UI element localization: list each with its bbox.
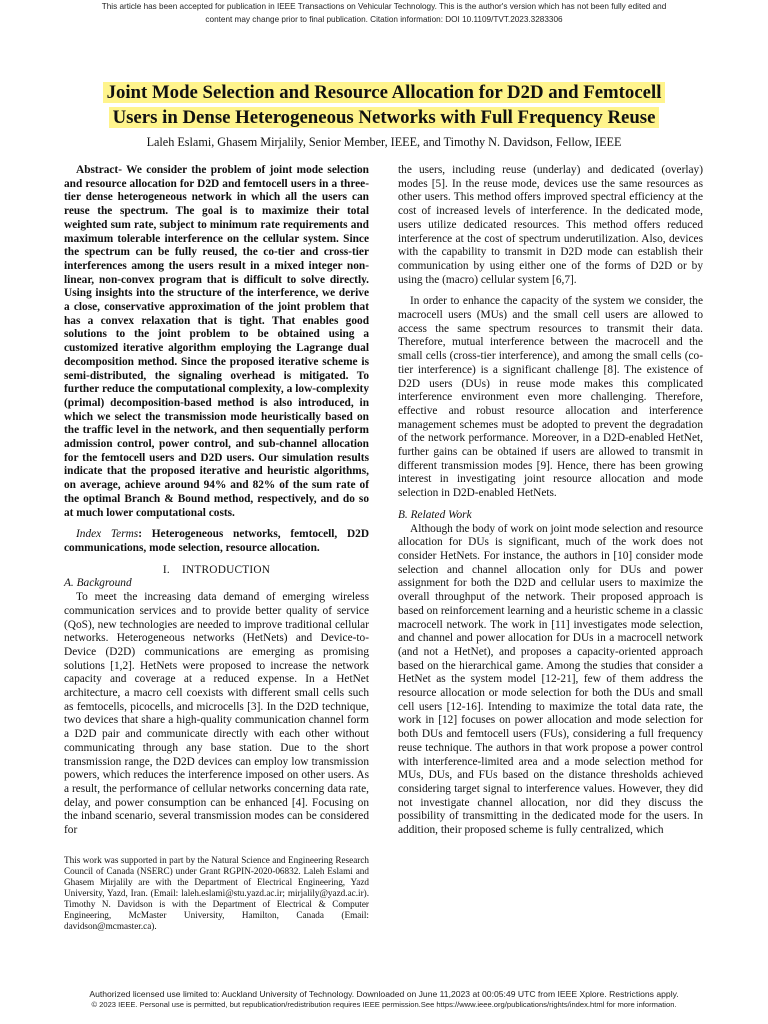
index-terms: [64, 528, 369, 555]
index-terms-label: Index Terms: [76, 528, 139, 541]
paragraph-interference: In order to enhance the capacity of the system we consider, the macrocell users (MUs) and the small cell users are allowed to access the same spectrum resources to transmit their data. Therefore, mutual interference between the macrocell and the small cells (cross-tier interference), and among the small cells (co-tier interference) is a significant challenge [8]. The existence of D2D users (DUs) in reuse mode makes this complicated interference environment even more challenging. Therefore, effective and robust resource allocation and interference management schemes must be adopted to prevent the degradation of the network performance. Moreover, in a D2D-enabled HetNet, further gains can be obtained if users are allowed to transmit in different transmission modes [9]. Hence, there has been growing interest in investigating joint resource allocation and mode selection in D2D-enabled HetNets.: [398, 295, 703, 500]
subsection-heading-related-work: B. Related Work: [398, 508, 472, 521]
publication-notice-line1: This article has been accepted for publication in IEEE Transactions on Vehicular Technology. This is the author's version which has not been fully edited and: [101, 2, 667, 11]
author-list: Laleh Eslami, Ghasem Mirjalily, Senior Member, IEEE, and Timothy N. Davidson, Fellow, IEEE: [146, 135, 622, 149]
publication-notice-line2: content may change prior to final publication. Citation information: DOI 10.1109/TVT.2023.3283306: [205, 15, 563, 24]
left-column: [64, 164, 369, 838]
license-notice: Authorized licensed use limited to: Auckland University of Technology. Downloaded on June 11,2023 at 00:05:49 UTC from IEEE Xplore. Restrictions apply.: [89, 989, 679, 999]
paragraph-transmission-modes: the users, including reuse (underlay) and dedicated (overlay) modes [5]. In the reuse mode, devices use the same resources as other users. This method offers improved spectral efficiency at the cost of increased levels of interference. In the dedicated mode, users utilize dedicated resources. This method offers reduced interference at the cost of spectrum underutilization. Also, devices with the capability to transmit in D2D mode can establish their communication by using either one of the forms of D2D or by using the (macro) cellular system [6,7].: [398, 164, 703, 286]
paragraph-related-work: Although the body of work on joint mode selection and resource allocation for DUs is significant, much of the work does not consider HetNets. For instance, the authors in [10] consider mode selection and channel allocation only for DUs and power assignment for both the D2D and cellular users to maximize the overall throughput of the network. Their proposed approach is based on reinforcement learning and a heuristic scheme in a classic macrocell network. The work in [11] investigates mode selection, and channel and power allocation for DUs in a macrocell network (and not a HetNet), and proposes a capacity-oriented approach based on the hierarchical game. Among the studies that consider a HetNet as the system model [12-21], few of them address the resource allocation or mode selection for both the DUs and small cell users [12-16]. Intending to maximize the total data rate, the work in [12] focuses on power allocation and mode selection for both DUs and femtocell users (FUs), considering a full frequency reuse technique. The authors in that work propose a power control with interference-limited area and a mode selection method for MUs, DUs, and FUs based on the distance thresholds achieved considering target signal to interference values. However, they did not investigate channel allocation, nor did they discuss the possibility of transmitting in the dedicated mode for the users. In addition, their proposed scheme is fully centralized, which: [398, 522, 703, 837]
section-number: I.: [162, 563, 170, 576]
footnote: This work was supported in part by the Natural Science and Engineering Research Council of Canada (NSERC) under Grant RGPIN-2020-06832. Laleh Eslami and Ghasem Mirjalily are with the Department of Electrical Engineering, Yazd University, Yazd, Iran. (Email: laleh.eslami@stu.yazd.ac.ir; mirjalily@yazd.ac.ir). Timothy N. Davidson is with the Department of Electrical & Computer Engineering, McMaster University, Hamilton, Canada (Email: davidson@mcmaster.ca).: [64, 855, 369, 931]
abstract: Abstract- We consider the problem of joint mode selection and resource allocation for D2D and femtocell users in a three-tier dense heterogeneous network in which all the users can reuse the spectrum. The goal is to maximize their total weighted sum rate, subject to minimum rate requirements and maximum tolerable interference on the cellular system. Since the spectrum can be fully reused, the co-tier and cross-tier interferences among the users result in a mixed integer non-linear, non-convex program that is difficult to solve directly. Using insights into the structure of the interference, we derive a close, conservative approximation of the joint problem that has a convex relaxation that is tight. That enables good solutions to the joint problem to be obtained using a customized iterative algorithm employing the Lagrange dual decomposition method. Since the proposed iterative scheme is semi-distributed, the signaling overhead is mitigated. To further reduce the computational complexity, a low-complexity (primal) decomposition-based method is also introduced, in which we select the transmission mode heuristically based on the traffic level in the network, and then sequentially perform admission control, power control, and sub-channel allocation for the femtocell users and D2D users. Our simulation results indicate that the proposed iterative and heuristic algorithms, on average, achieve around 94% and 82% of the sum rate of the optimal Branch & Bound method, respectively, and do so at much lower computational costs.: [64, 164, 369, 519]
title-line2: Users in Dense Heterogeneous Networks with Full Frequency Reuse: [109, 107, 660, 128]
paper-title: [0, 80, 768, 130]
section-title: INTRODUCTION: [182, 563, 271, 576]
background-paragraph: To meet the increasing data demand of emerging wireless communication services and to provide better quality of service (QoS), new technologies are needed to improve traditional cellular networks. Heterogeneous networks (HetNets) and Device-to-Device (D2D) communications are emerging as promising solutions [1,2]. HetNets were proposed to increase the network capacity and coverage at a reduced expense. In a HetNet architecture, a macro cell coexists with different small cells such as femtocells, picocells, and microcells [3]. In the D2D technique, two devices that share a high-quality communication channel form a D2D pair and communicate directly with each other without communicating through any base station. Due to the short transmission range, the D2D devices can employ low transmission powers, which reduces the interference imposed on other users. As a result, the performance of cellular networks concerning data rate, delay, and power consumption can be enhanced [4]. Focusing on the inband scenario, several transmission modes can be considered for: [64, 591, 369, 837]
title-line1: Joint Mode Selection and Resource Allocation for D2D and Femtocell: [103, 82, 666, 103]
section-heading-introduction: [64, 564, 369, 578]
copyright-notice: © 2023 IEEE. Personal use is permitted, but republication/redistribution requires IEEE permission.See https://www.ieee.org/publications/rights/index.html for more information.: [91, 1000, 677, 1009]
publication-notice: [0, 0, 768, 26]
right-column: [398, 164, 703, 838]
subsection-heading-background: A. Background: [64, 577, 132, 590]
index-terms-text: : Heterogeneous networks, femtocell, D2D communications, mode selection, resource allocation.: [64, 528, 370, 554]
